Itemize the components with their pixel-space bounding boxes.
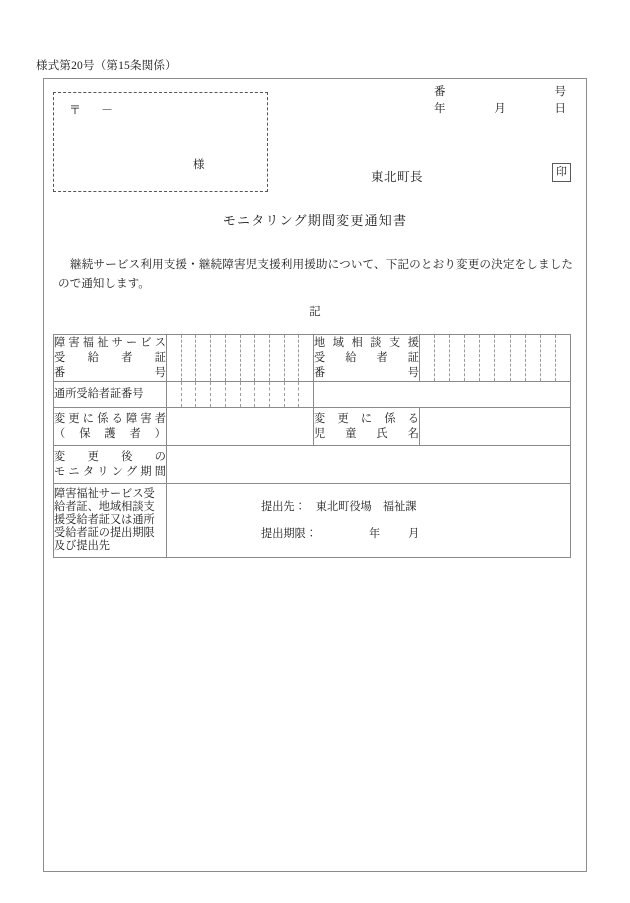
label-line: 変 更 後 の xyxy=(54,450,166,463)
label-line: 地域相談支援 xyxy=(314,336,419,349)
page-frame xyxy=(43,78,587,872)
label-welfare-service-cert-number xyxy=(54,335,167,382)
body-paragraph: 継続サービス利用支援・継続障害児支援利用援助について、下記のとおり変更の決定をしましたので通知します。 xyxy=(58,258,573,290)
label-line: モニタリング期間 xyxy=(54,465,166,478)
label-line: 受 給 者 証 xyxy=(54,351,166,364)
label-line: 変 更 に 係 る xyxy=(314,412,419,425)
digit-cell[interactable] xyxy=(167,382,182,407)
digit-cell[interactable] xyxy=(182,382,197,407)
postal-dash: － xyxy=(101,103,116,117)
digit-cell[interactable] xyxy=(255,335,270,381)
table-row xyxy=(54,335,571,382)
digit-cell[interactable] xyxy=(270,335,285,381)
digit-cells xyxy=(167,335,313,381)
digit-cell[interactable] xyxy=(226,382,241,407)
digit-cell[interactable] xyxy=(226,335,241,381)
label-cert-submission-deadline xyxy=(54,484,167,558)
digit-cell[interactable] xyxy=(196,335,211,381)
digit-cells xyxy=(167,382,313,407)
digit-cell[interactable] xyxy=(526,335,541,381)
label-regional-consult-cert-number xyxy=(314,335,420,382)
digit-cell[interactable] xyxy=(285,335,300,381)
number-label: 番 xyxy=(434,86,446,98)
empty-cell xyxy=(314,382,571,408)
digit-cell[interactable] xyxy=(270,382,285,407)
digit-cell[interactable] xyxy=(285,382,300,407)
label-line: 番 号 xyxy=(314,366,419,379)
digit-cell[interactable] xyxy=(299,382,313,407)
issuer-name: 東北町長 xyxy=(371,170,424,184)
digit-cell[interactable] xyxy=(241,382,256,407)
input-new-monitoring-period[interactable] xyxy=(167,446,571,484)
submit-to-label: 提出先： xyxy=(261,500,306,513)
digit-cell[interactable] xyxy=(241,335,256,381)
document-number-row xyxy=(430,84,570,101)
digit-cell[interactable] xyxy=(465,335,480,381)
label-line: 及び提出先 xyxy=(54,540,110,552)
digit-cell[interactable] xyxy=(435,335,450,381)
label-line: （ 保 護 者 ） xyxy=(54,427,166,440)
year-label: 年 xyxy=(434,103,446,115)
digit-cell[interactable] xyxy=(420,335,435,381)
deadline-year-label: 年 xyxy=(368,527,381,540)
submit-deadline-line xyxy=(167,521,570,548)
table-row xyxy=(54,382,571,408)
table-row xyxy=(54,484,571,558)
page-title: モニタリング期間変更通知書 xyxy=(222,213,408,228)
deadline-month-label: 月 xyxy=(408,527,420,540)
input-welfare-service-cert-number[interactable] xyxy=(167,335,314,382)
input-regional-consult-cert-number[interactable] xyxy=(420,335,571,382)
table-row xyxy=(54,408,571,446)
submit-to-value: 東北町役場 福祉課 xyxy=(315,500,417,513)
label-line: 変更に係る障害者 xyxy=(54,412,166,425)
month-label: 月 xyxy=(494,103,506,115)
digit-cell[interactable] xyxy=(450,335,465,381)
submit-to-line xyxy=(167,494,570,521)
document-meta xyxy=(430,84,570,118)
digit-cell[interactable] xyxy=(211,335,226,381)
label-changed-person xyxy=(54,408,167,446)
label-line: 援受給者証又は通所 xyxy=(54,514,155,526)
digit-cell[interactable] xyxy=(511,335,526,381)
input-changed-person-name[interactable] xyxy=(167,408,314,446)
table-row xyxy=(54,446,571,484)
document-date-row xyxy=(430,101,570,118)
postal-code-field xyxy=(69,101,115,118)
digit-cell[interactable] xyxy=(182,335,197,381)
label-changed-child xyxy=(314,408,420,446)
deadline-label: 提出期限： xyxy=(261,527,317,540)
addressee-box xyxy=(53,92,268,192)
input-changed-child-name[interactable] xyxy=(420,408,571,446)
label-new-monitoring-period xyxy=(54,446,167,484)
form-number: 様式第20号（第15条関係） xyxy=(36,60,177,72)
label-daycare-cert-number: 通所受給者証番号 xyxy=(54,382,167,408)
digit-cell[interactable] xyxy=(211,382,226,407)
addressee-honorific: 様 xyxy=(193,159,205,171)
digit-cell[interactable] xyxy=(299,335,313,381)
digit-cell[interactable] xyxy=(541,335,556,381)
ki-marker: 記 xyxy=(309,306,321,318)
label-line: 給者証、地域相談支 xyxy=(54,501,155,513)
label-line: 児 童 氏 名 xyxy=(314,427,419,440)
label-line: 受給者証の提出期限 xyxy=(54,527,155,539)
digit-cell[interactable] xyxy=(255,382,270,407)
label-line: 受 給 者 証 xyxy=(314,351,419,364)
input-daycare-cert-number[interactable] xyxy=(167,382,314,408)
digit-cell[interactable] xyxy=(495,335,510,381)
digit-cell[interactable] xyxy=(167,335,182,381)
digit-cell[interactable] xyxy=(480,335,495,381)
day-label: 日 xyxy=(554,103,566,115)
postal-mark-icon: 〒 xyxy=(69,103,84,117)
digit-cells xyxy=(420,335,570,381)
seal-stamp-box: 印 xyxy=(552,163,571,182)
label-line: 番 号 xyxy=(54,366,166,379)
digit-cell[interactable] xyxy=(556,335,570,381)
digit-cell[interactable] xyxy=(196,382,211,407)
form-table xyxy=(53,334,571,558)
label-line: 障害福祉サービス受 xyxy=(54,488,155,500)
label-line: 障害福祉サービス xyxy=(54,336,166,349)
submission-details xyxy=(167,484,571,558)
number-unit: 号 xyxy=(554,86,566,98)
